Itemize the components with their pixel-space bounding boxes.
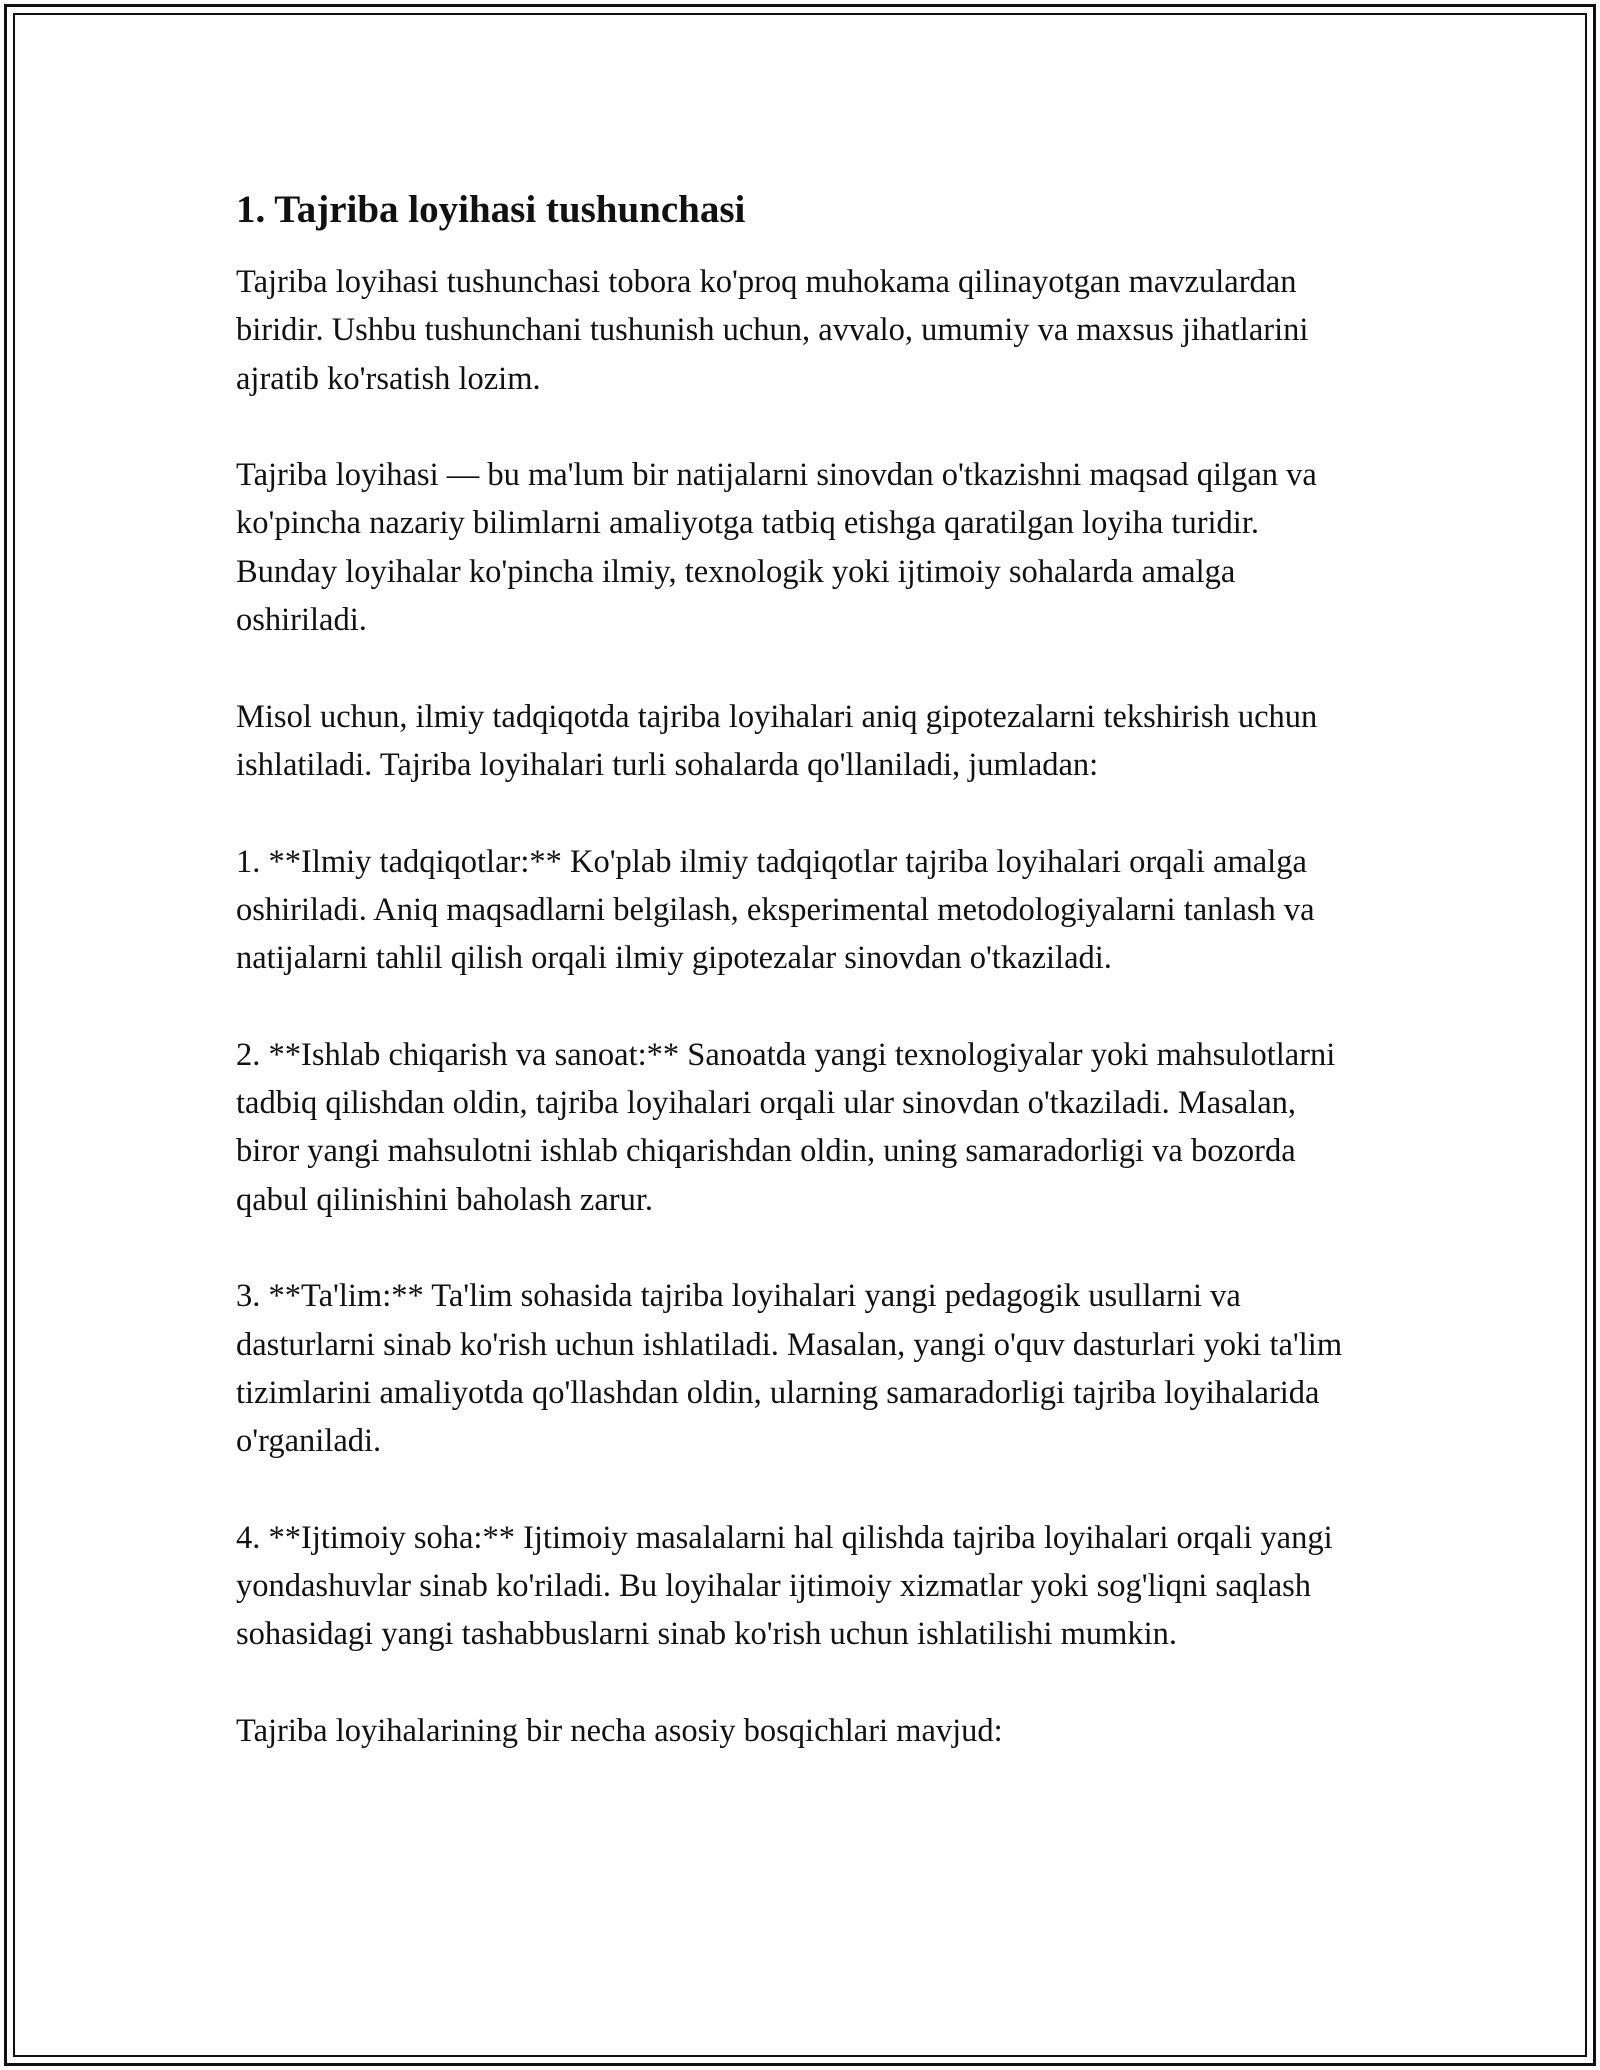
paragraph-intro: Tajriba loyihasi tushunchasi tobora ko'proq muhokama qilinayotgan mavzulardan biridir. Ushbu tushunchani tushunish uchun, avvalo, umumiy va maxsus jihatlarini ajratib ko'rsatish lozim. bbox=[236, 264, 1309, 397]
list-item-social-sphere: 4. **Ijtimoiy soha:** Ijtimoiy masalalarni hal qilishda tajriba loyihalari orqali yangi yondashuvlar sinab ko'riladi. Bu loyihalar ijtimoiy xizmatlar yoki sog'liqni saqlash sohasidagi yangi tashabbuslarni sinab ko'rish uchun ishlatilishi mumkin. bbox=[236, 1519, 1333, 1653]
document-body bbox=[236, 186, 1366, 1804]
paragraph-definition: Tajriba loyihasi — bu ma'lum bir natijalarni sinovdan o'tkazishni maqsad qilgan va ko'pincha nazariy bilimlarni amaliyotga tatbiq etishga qaratilgan loyiha turidir. Bunday loyihalar ko'pincha ilmiy, texnologik yoki ijtimoiy sohalarda amalga oshiriladi. bbox=[236, 457, 1317, 639]
paragraph-example: Misol uchun, ilmiy tadqiqotda tajriba loyihalari aniq gipotezalarni tekshirish uchun ishlatiladi. Tajriba loyihalari turli sohalarda qo'llaniladi, jumladan: bbox=[236, 698, 1318, 783]
section-heading: 1. Tajriba loyihasi tushunchasi bbox=[236, 188, 746, 231]
paragraph-stages-intro: Tajriba loyihalarining bir necha asosiy bosqichlari mavjud: bbox=[236, 1712, 1003, 1749]
list-item-production-industry: 2. **Ishlab chiqarish va sanoat:** Sanoatda yangi texnologiyalar yoki mahsulotlarni tadbiq qilishdan oldin, tajriba loyihalari orqali ular sinovdan o'tkaziladi. Masalan, biror yangi mahsulotni ishlab chiqarishdan oldin, uning samaradorligi va bozorda qabul qilinishini baholash zarur. bbox=[236, 1036, 1336, 1218]
list-item-education: 3. **Ta'lim:** Ta'lim sohasida tajriba loyihalari yangi pedagogik usullarni va dasturlarni sinab ko'rish uchun ishlatiladi. Masalan, yangi o'quv dasturlari yoki ta'lim tizimlarini amaliyotda qo'llashdan oldin, ularning samaradorligi tajriba loyihalarida o'rganiladi. bbox=[236, 1278, 1343, 1460]
list-item-scientific-research: 1. **Ilmiy tadqiqotlar:** Ko'plab ilmiy tadqiqotlar tajriba loyihalari orqali amalga oshiriladi. Aniq maqsadlarni belgilash, eksperimental metodologiyalarni tanlash va natijalarni tahlil qilish orqali ilmiy gipotezalar sinovdan o'tkaziladi. bbox=[236, 843, 1315, 977]
